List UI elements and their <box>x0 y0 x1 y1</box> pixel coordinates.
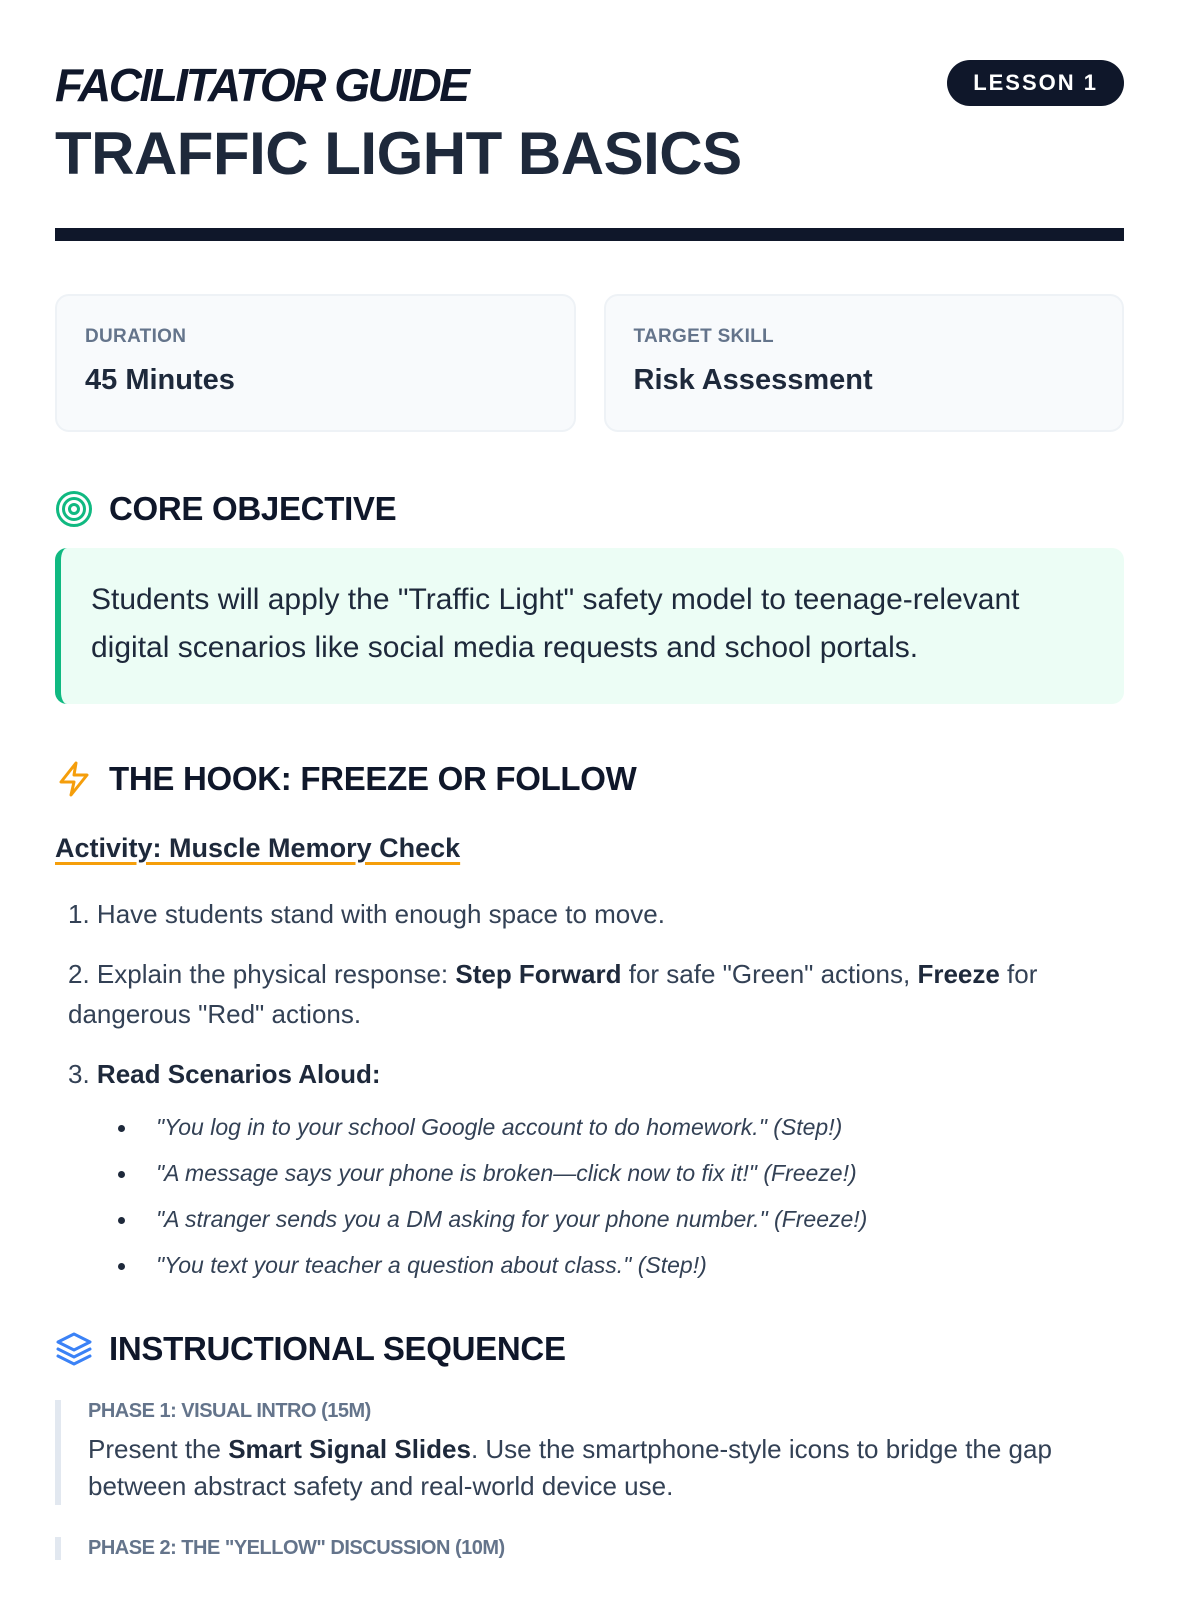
target-skill-value: Risk Assessment <box>633 364 873 396</box>
phase-label: PHASE 1: VISUAL INTRO (15M) <box>88 1400 371 1422</box>
smart-signal-slides-term: Smart Signal Slides <box>228 1434 471 1464</box>
objective-header <box>55 490 1124 528</box>
step-3 <box>68 1054 1124 1094</box>
phase-label: PHASE 2: THE "YELLOW" DISCUSSION (10M) <box>88 1537 505 1559</box>
layers-icon <box>55 1330 93 1368</box>
step-number: 2. <box>68 959 90 989</box>
hook-title: THE HOOK: FREEZE OR FOLLOW <box>109 760 637 797</box>
step-text: for safe "Green" actions, <box>621 959 918 989</box>
step-2 <box>68 954 1124 1034</box>
duration-card <box>55 294 576 432</box>
step-text: Explain the physical response: <box>96 959 456 989</box>
step-number: 3. <box>68 1059 90 1089</box>
target-skill-card <box>604 294 1125 432</box>
duration-label: DURATION <box>85 326 187 347</box>
scenario-item: "A stranger sends you a DM asking for your phone number." (Freeze!) <box>118 1204 1124 1234</box>
objective-title: CORE OBJECTIVE <box>109 490 397 527</box>
step-text: Have students stand with enough space to move. <box>96 899 665 929</box>
activity-title: Activity: Muscle Memory Check <box>55 833 461 863</box>
scenario-item: "You text your teacher a question about class." (Step!) <box>118 1250 1124 1280</box>
scenario-item: "You log in to your school Google account to do homework." (Step!) <box>118 1112 1124 1142</box>
phase-2 <box>55 1537 1124 1560</box>
step-forward-term: Step Forward <box>455 959 622 989</box>
target-icon <box>55 490 93 528</box>
lesson-badge: LESSON 1 <box>947 60 1124 106</box>
phase-1 <box>55 1400 1124 1505</box>
header-divider <box>55 228 1124 241</box>
target-skill-label: TARGET SKILL <box>633 326 774 347</box>
objective-callout: Students will apply the "Traffic Light" safety model to teenage-relevant digital scenarios like social media requests and school portals. <box>55 548 1124 704</box>
duration-value: 45 Minutes <box>85 364 235 396</box>
step-text: Read Scenarios Aloud: <box>96 1059 381 1089</box>
header <box>55 0 1124 241</box>
hook-steps <box>55 894 1124 1280</box>
page-title: TRAFFIC LIGHT BASICS <box>55 120 742 187</box>
meta-cards <box>55 294 1124 432</box>
sequence-header <box>55 1330 1124 1368</box>
scenario-item: "A message says your phone is broken—click now to fix it!" (Freeze!) <box>118 1158 1124 1188</box>
scenario-list <box>68 1112 1124 1280</box>
freeze-term: Freeze <box>917 959 1000 989</box>
sequence-title: INSTRUCTIONAL SEQUENCE <box>109 1330 566 1367</box>
lightning-icon <box>55 760 93 798</box>
hook-header <box>55 760 1124 798</box>
guide-kicker: FACILITATOR GUIDE <box>55 59 468 111</box>
step-number: 1. <box>68 899 90 929</box>
step-text: for dangerous "Red" actions. <box>68 959 1038 1029</box>
step-1 <box>68 894 1124 934</box>
phase-text <box>88 1431 1124 1505</box>
phase-text-part: . Use the smartphone-style icons to bridge the gap between abstract safety and real-world device use. <box>88 1434 1052 1501</box>
phase-text-part: Present the <box>88 1434 229 1464</box>
